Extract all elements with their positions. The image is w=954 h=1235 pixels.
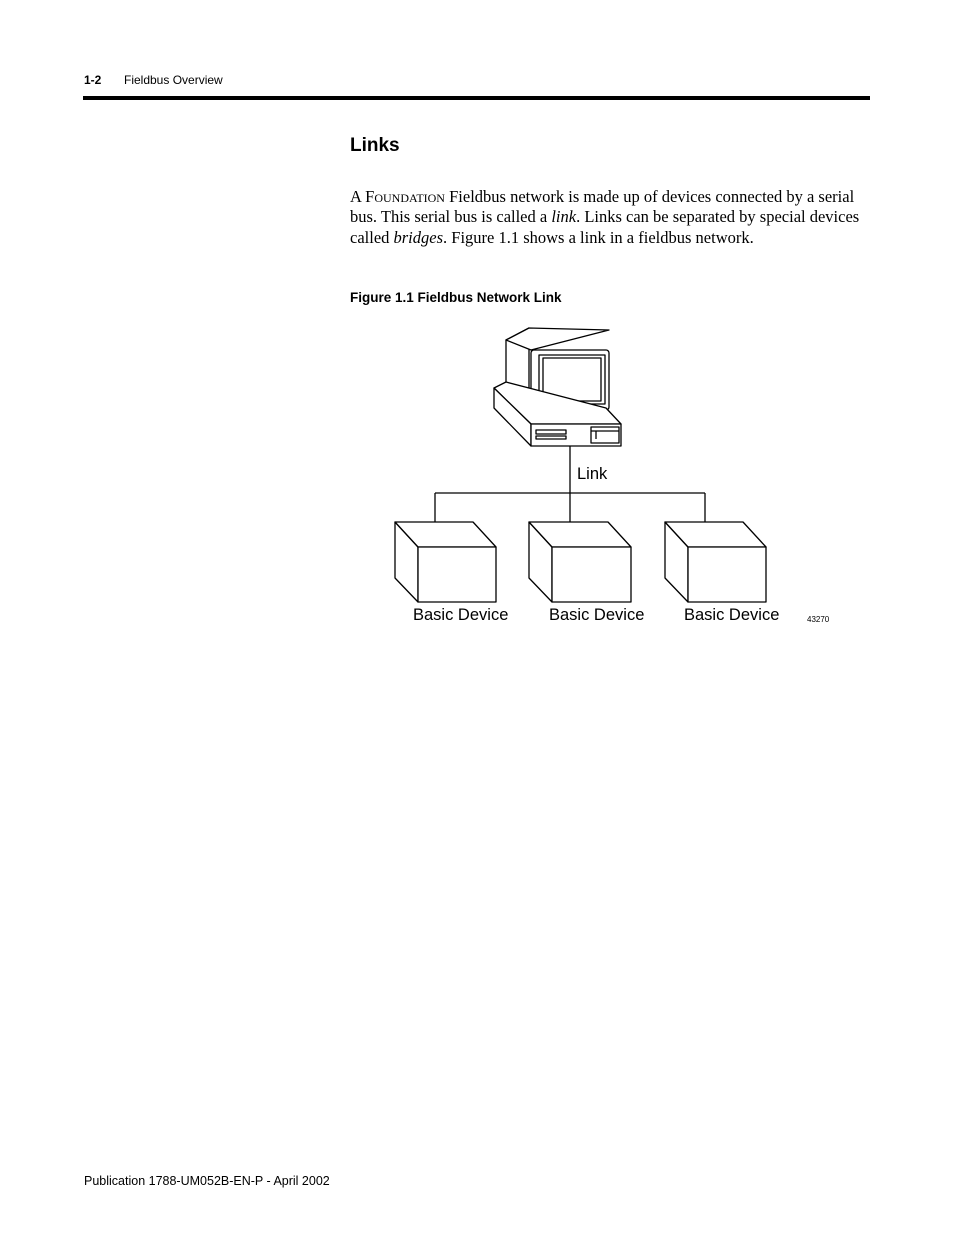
publication-footer: Publication 1788-UM052B-EN-P - April 2002: [84, 1174, 330, 1188]
page-number: 1-2: [84, 73, 102, 87]
device-label-3: Basic Device: [684, 606, 780, 624]
device-label-2: Basic Device: [549, 606, 645, 624]
device-label-1: Basic Device: [413, 606, 509, 624]
figure-id: 43270: [807, 615, 830, 624]
link-bus: [435, 446, 705, 522]
section-title: Fieldbus Overview: [124, 73, 223, 87]
link-term: link: [551, 207, 577, 227]
text-run: Fieldbus network is made up of devices connected by a serial bus. This serial bus is called a: [350, 187, 855, 227]
text-run: . Figure 1.1 shows a link in a fieldbus network.: [443, 227, 754, 247]
figure-caption: Figure 1.1 Fieldbus Network Link: [350, 290, 562, 305]
text-run: . Links can be separated by special devices called: [350, 207, 860, 247]
foundation-term: Foundation: [365, 187, 445, 206]
link-label: Link: [577, 465, 608, 483]
computer-icon: [494, 328, 621, 446]
basic-device-box-3: [665, 522, 766, 602]
basic-device-box-2: [529, 522, 631, 602]
basic-device-box-1: [395, 522, 496, 602]
text-run: A: [350, 187, 366, 206]
page-title: Links: [350, 135, 400, 156]
bridges-term: bridges: [393, 227, 444, 247]
